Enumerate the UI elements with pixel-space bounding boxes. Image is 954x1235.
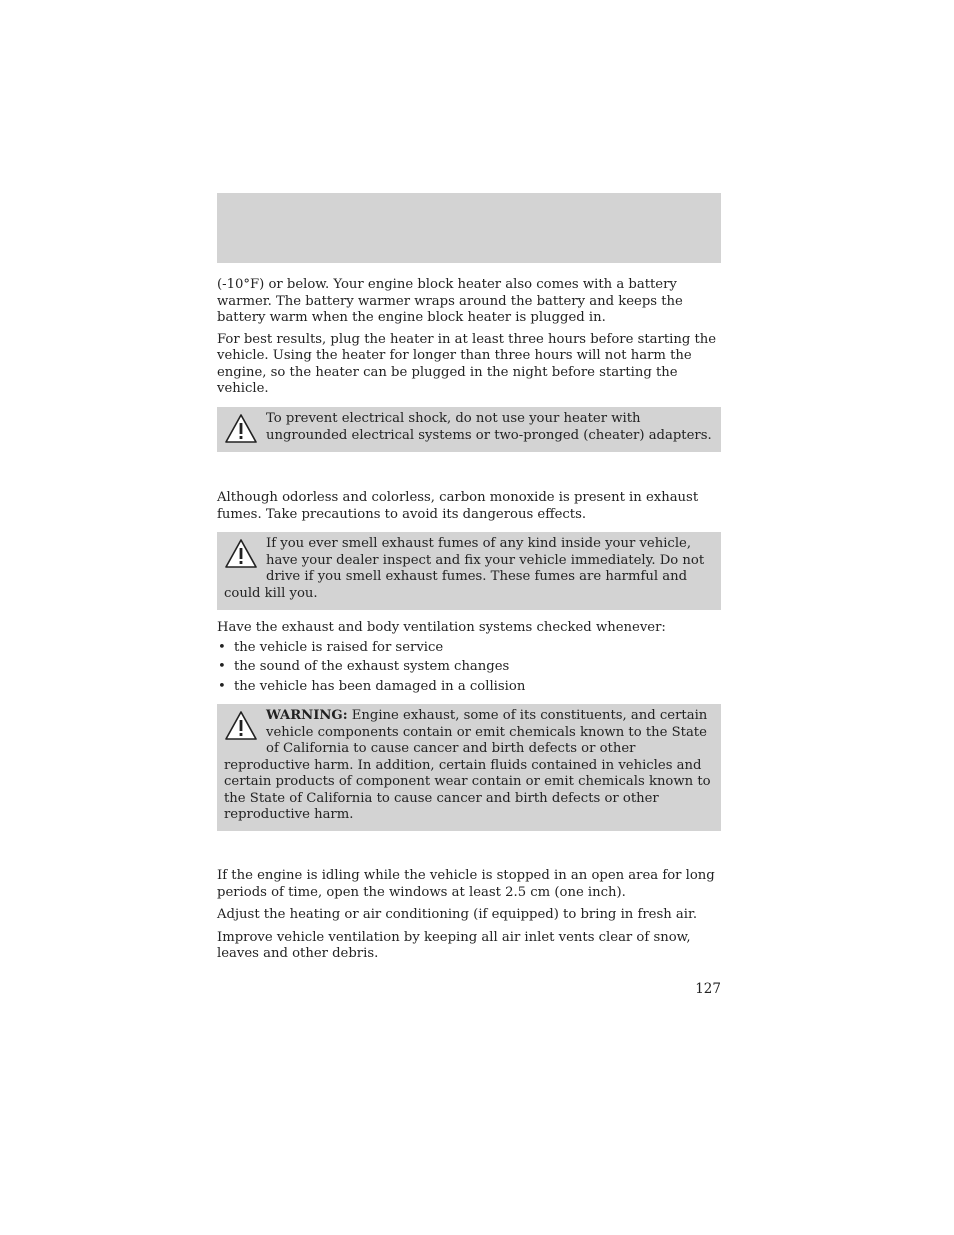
- paragraph: Have the exhaust and body ventilation systems checked whenever:: [217, 620, 666, 635]
- list-item: [217, 677, 721, 697]
- list-item: [217, 657, 721, 677]
- body-text-block-2: [217, 490, 721, 523]
- warning-text: Engine exhaust, some of its constituents, and certain vehicle components contain or emit chemicals known to the State of California to cause cancer and birth defects or other reproductive harm. In addition, certain fluids contained in vehicles and certain products of component wear contain or emit chemicals known to the State of California to cause cancer and birth defects or other reproductive harm.: [224, 708, 711, 822]
- page-number: 127: [695, 981, 721, 997]
- warning-triangle-icon: [224, 413, 258, 445]
- warning-box-exhaust-fumes: [217, 532, 721, 610]
- paragraph: (-10°F) or below. Your engine block heater also comes with a battery warmer. The battery warmer wraps around the battery and keeps the battery warm when the engine block heater is plugged in.: [217, 277, 683, 325]
- body-text-block-4: [217, 868, 721, 963]
- list-item-text: the sound of the exhaust system changes: [234, 659, 510, 674]
- warning-box-california: [217, 704, 721, 831]
- warning-text: To prevent electrical shock, do not use your heater with ungrounded electrical systems or two-pronged (cheater) adapters.: [266, 411, 712, 443]
- section-header-bar: [217, 193, 721, 263]
- warning-triangle-icon: [224, 710, 258, 742]
- checklist: [217, 638, 721, 697]
- paragraph: If the engine is idling while the vehicle is stopped in an open area for long periods of time, open the windows at least 2.5 cm (one inch).: [217, 868, 715, 900]
- paragraph: Adjust the heating or air conditioning (if equipped) to bring in fresh air.: [217, 907, 698, 922]
- body-text-block-3: [217, 620, 721, 696]
- list-item-text: the vehicle is raised for service: [234, 639, 444, 655]
- warning-box-electrical-shock: [217, 407, 721, 452]
- bullet: •: [218, 678, 226, 694]
- paragraph: Although odorless and colorless, carbon monoxide is present in exhaust fumes. Take precautions to avoid its dangerous effects.: [217, 490, 699, 522]
- list-item-text: the vehicle has been damaged in a collision: [234, 678, 526, 694]
- body-text-block-1: [217, 277, 721, 398]
- warning-triangle-icon: [224, 538, 258, 570]
- bullet: •: [218, 639, 226, 655]
- warning-text: If you ever smell exhaust fumes of any kind inside your vehicle, have your dealer inspect and fix your vehicle immediately. Do not drive if you smell exhaust fumes. These fumes are harmful and could kill you.: [224, 536, 705, 601]
- bullet: •: [218, 659, 226, 674]
- list-item: [217, 638, 721, 658]
- paragraph: Improve vehicle ventilation by keeping all air inlet vents clear of snow, leaves and other debris.: [217, 929, 691, 961]
- paragraph: For best results, plug the heater in at least three hours before starting the vehicle. Using the heater for longer than three hours will not harm the engine, so the heater can be plugged in the night before starting the vehicle.: [217, 331, 717, 396]
- warning-label: WARNING:: [266, 708, 348, 723]
